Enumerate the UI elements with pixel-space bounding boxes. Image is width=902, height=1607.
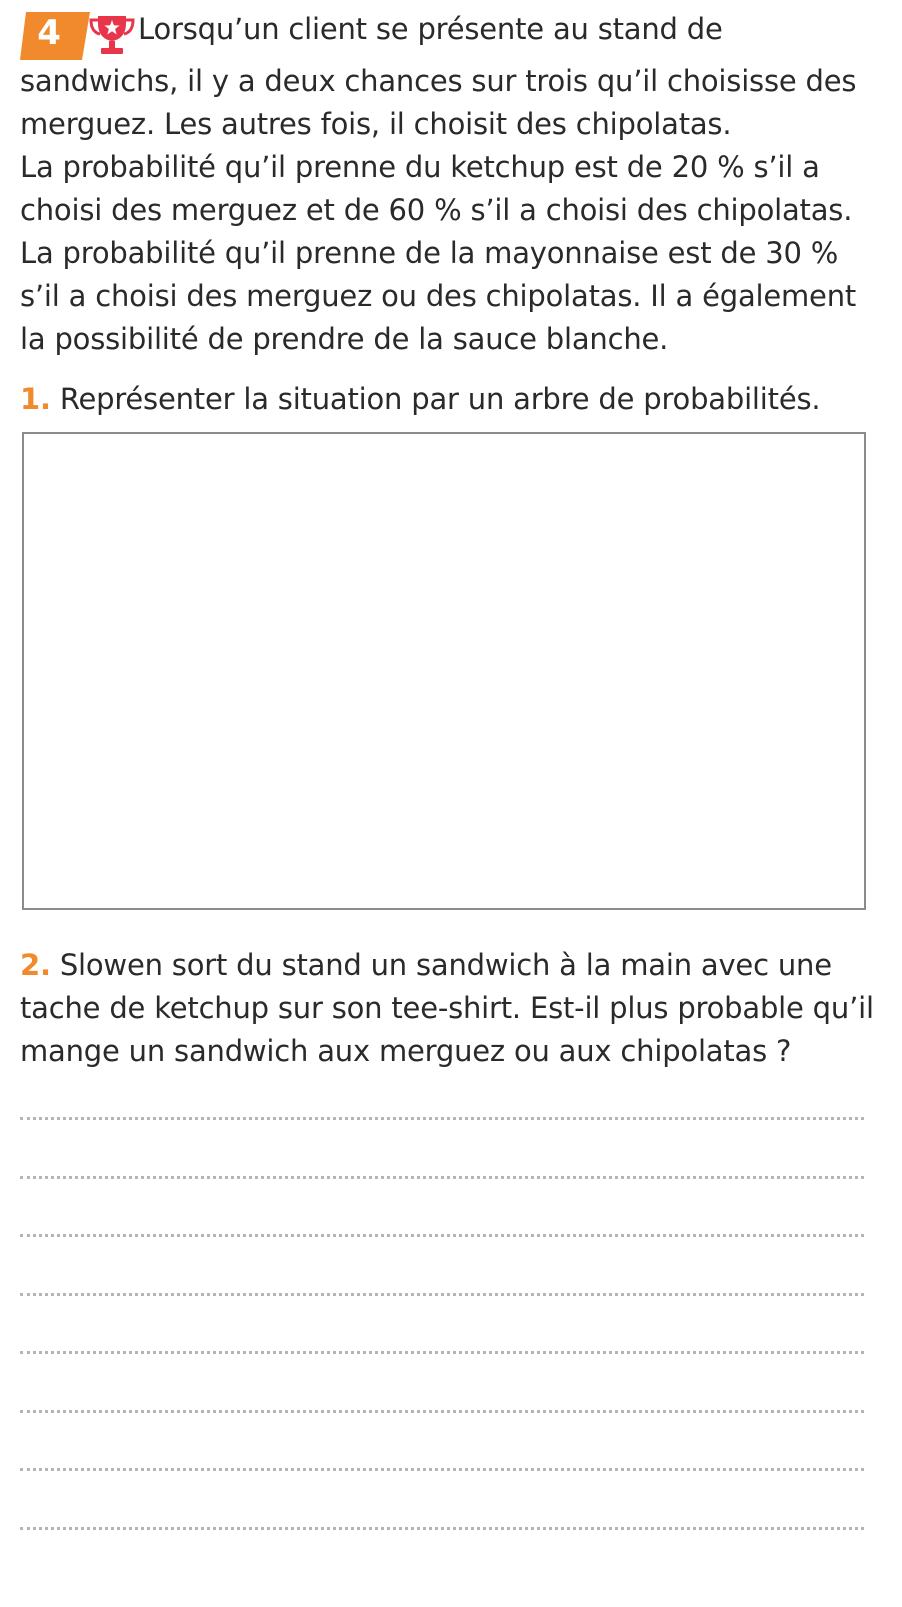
statement-line-4: La probabilité qu’il prenne du ketchup est de 20 % s’il a (20, 150, 820, 184)
statement-line-3: merguez. Les autres fois, il choisit des chipolatas. (20, 107, 732, 141)
answer-line[interactable] (20, 1176, 864, 1179)
statement-line-1 (20, 8, 890, 60)
exercise-number: 4 (37, 13, 61, 53)
answer-line[interactable] (20, 1117, 864, 1120)
statement-line-5: choisi des merguez et de 60 % s’il a choisi des chipolatas. (20, 193, 853, 227)
answer-line[interactable] (20, 1293, 864, 1296)
question-1 (20, 378, 820, 421)
question-2-line-1 (20, 944, 890, 987)
answer-line[interactable] (20, 1527, 864, 1530)
answer-lines (20, 1117, 864, 1585)
question-2-text-1: Slowen sort du stand un sandwich à la main avec une (59, 948, 832, 982)
question-2-line-3: mange un sandwich aux merguez ou aux chipolatas ? (20, 1034, 792, 1068)
statement-text-1: Lorsqu’un client se présente au stand de (138, 12, 723, 46)
answer-line[interactable] (20, 1468, 864, 1471)
probability-tree-answer-box[interactable] (22, 432, 866, 910)
question-2-number: 2. (20, 948, 51, 982)
answer-line[interactable] (20, 1351, 864, 1354)
question-2 (20, 944, 890, 1073)
exercise-4 (20, 8, 890, 361)
exercise-number-badge (20, 8, 90, 60)
question-2-line-2: tache de ketchup sur son tee-shirt. Est-il plus probable qu’il (20, 991, 874, 1025)
statement-line-8: la possibilité de prendre de la sauce blanche. (20, 322, 669, 356)
answer-line[interactable] (20, 1410, 864, 1413)
question-1-text: Représenter la situation par un arbre de probabilités. (59, 382, 821, 416)
statement-line-2: sandwichs, il y a deux chances sur trois qu’il choisisse des (20, 64, 857, 98)
statement-line-7: s’il a choisi des merguez ou des chipolatas. Il a également (20, 279, 857, 313)
question-1-number: 1. (20, 382, 51, 416)
exercise-statement (20, 8, 890, 361)
statement-line-6: La probabilité qu’il prenne de la mayonnaise est de 30 % (20, 236, 839, 270)
trophy-star-icon (88, 14, 136, 58)
answer-line[interactable] (20, 1234, 864, 1237)
